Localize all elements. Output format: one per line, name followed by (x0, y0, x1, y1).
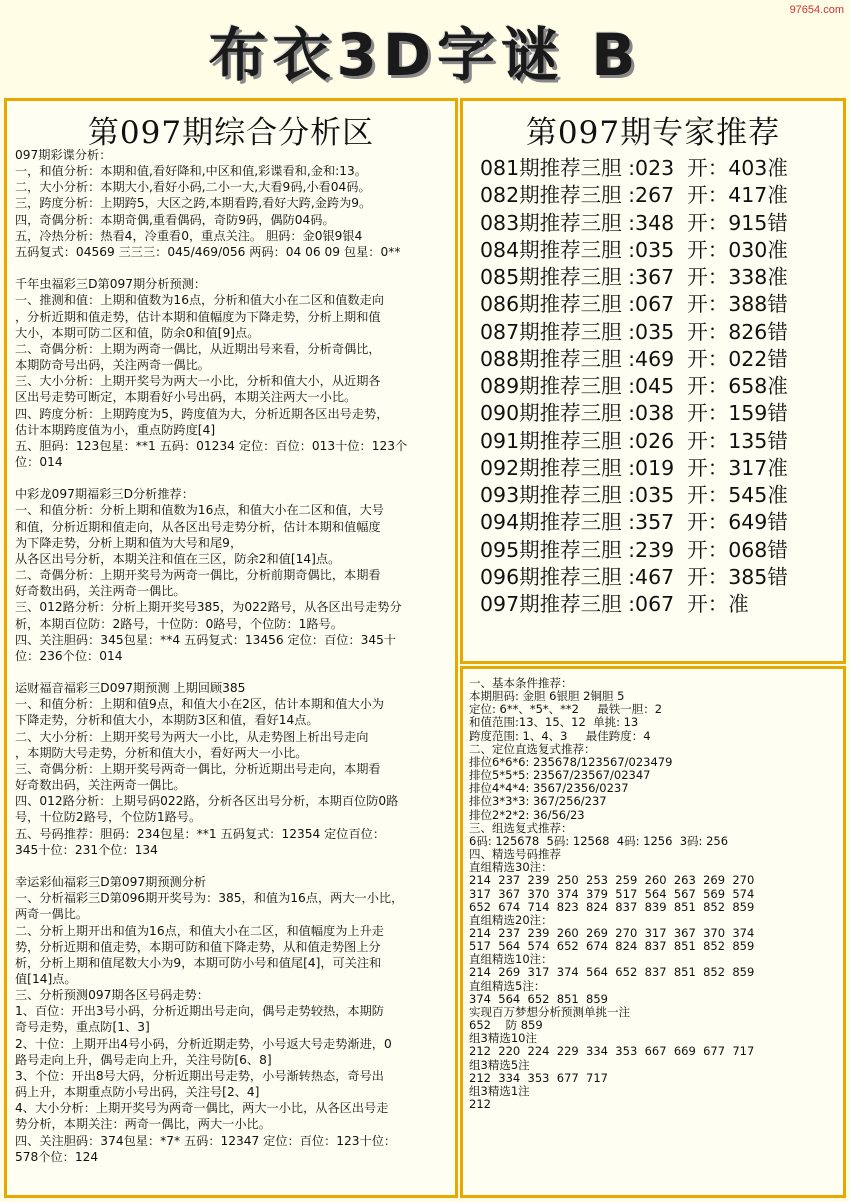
analysis-title: 第097期综合分析区 (87, 115, 375, 151)
analysis-line: 从各区出号分析，本期关注和值在三区，防余2和值[14]点。 (15, 551, 341, 566)
analysis-line (15, 858, 455, 874)
recommend-text (469, 677, 843, 1111)
analysis-line: 一、推测和值：上期和值数为16点，分析和值大小在二区和值数走向 (15, 293, 384, 308)
analysis-line: 三、分析预测097期各区号码走势： (15, 988, 209, 1003)
analysis-line: 二、奇偶分析：上期为两奇一偶比，从近期出号来看，分析奇偶比， (15, 341, 381, 356)
expert-list (480, 155, 840, 618)
analysis-line: 四、012路分析：上期号码022路，分析各区出号分析，本期百位防0路 (15, 794, 399, 809)
analysis-line: 中彩龙097期福彩三D分析推荐： (15, 487, 194, 502)
analysis-line: 345十位：231个位：134 (15, 842, 158, 857)
recommend-line: 212 (469, 1097, 491, 1111)
expert-row: 092期推荐三胆 :019 开：317准 (480, 455, 788, 480)
expert-row: 094期推荐三胆 :357 开：649错 (480, 510, 788, 535)
analysis-line (15, 470, 455, 486)
analysis-line: 五、胆码：123包星：**1 五码：01234 定位：百位：013十位：123个 (15, 438, 408, 453)
analysis-line: 下降走势，分析和值大小，本期防3区和值，看好14点。 (15, 713, 319, 728)
analysis-line: 097期彩谍分析： (15, 148, 112, 162)
recommend-line: 直组精选30注： (469, 860, 553, 875)
banner-title: 布衣3D字谜 B (208, 21, 642, 89)
analysis-line: 四、跨度分析：上期跨度为5，跨度值为大，分析近期各区出号走势， (15, 406, 389, 421)
expert-panel (460, 98, 846, 664)
analysis-line: 4、大小分析：上期开奖号为两奇一偶比，两大一小比，从各区出号走 (15, 1101, 389, 1116)
recommend-line: 374 564 652 851 859 (469, 991, 608, 1006)
analysis-line: 势分析，本期关注：两奇一偶比，两大一小比。 (15, 1117, 271, 1132)
analysis-line: 三、012路分析：分析上期开奖号385，为022路号，从各区出号走势分 (15, 600, 402, 615)
analysis-line: 本期防奇号出码，关注两奇一偶比。 (15, 358, 210, 373)
analysis-line: 两奇一偶比。 (15, 907, 89, 922)
analysis-line: 四、关注胆码：345包星：**4 五码复式：13456 定位：百位：345十 (15, 632, 397, 647)
analysis-line: 区出号走势可断定，本期看好小号出码，本期关注两大一小比。 (15, 390, 357, 405)
recommend-line: 实现百万梦想分析预测单挑一注 (469, 1004, 630, 1019)
expert-row: 088期推荐三胆 :469 开：022错 (480, 346, 788, 371)
recommend-line: 212 220 224 229 334 353 667 669 677 717 (469, 1044, 755, 1059)
analysis-line: 位：014 (15, 454, 63, 469)
recommend-line: 6码: 125678 5码: 12568 4码: 1256 3码: 256 (469, 833, 729, 848)
expert-row: 082期推荐三胆 :267 开：417准 (480, 183, 788, 208)
recommend-line: 组3精选1注 (469, 1083, 530, 1098)
analysis-line: 号，十位防2路号，个位防1路号。 (15, 810, 202, 825)
analysis-line: 一、分析福彩三D第096期开奖号为：385，和值为16点，两大一小比， (15, 891, 404, 906)
analysis-line: 运财福音福彩三D097期预测 上期回顾385 (15, 681, 246, 696)
analysis-line: 为下降走势，分析上期和值为大号和尾9， (15, 535, 243, 550)
analysis-line (15, 260, 455, 276)
expert-row: 085期推荐三胆 :367 开：338准 (480, 265, 788, 289)
expert-row: 081期推荐三胆 :023 开：403准 (480, 156, 788, 180)
recommend-line: 直组精选5注： (469, 978, 546, 993)
analysis-panel (4, 98, 458, 1198)
analysis-line: 五、号码推荐：胆码：234包星：**1 五码复式：12354 定位百位： (15, 826, 386, 841)
analysis-line: 一、和值分析：上期和值9点，和值大小在2区，估计本期和值大小为 (15, 697, 384, 712)
recommend-line: 组3精选5注 (469, 1057, 530, 1072)
recommend-line: 214 237 239 260 269 270 317 367 370 374 (469, 925, 755, 940)
recommend-line: 517 564 574 652 674 824 837 851 852 859 (469, 939, 755, 954)
analysis-line: 一，和值分析：本期和值,看好降和,中区和值,彩谍看和,金和:13。 (15, 164, 367, 179)
recommend-line: 三、组选复式推荐： (469, 820, 573, 835)
analysis-line: 大小，本期可防二区和值，防余0和值[9]点。 (15, 325, 260, 340)
analysis-line: 二，大小分析：本期大小,看好小码,二小一大,大看9码,小看04码。 (15, 180, 371, 195)
expert-row: 096期推荐三胆 :467 开：385错 (480, 564, 788, 589)
recommend-line: 214 237 239 250 253 259 260 263 269 270 (469, 873, 755, 888)
analysis-line: 四，奇偶分析：本期奇偶,重看偶码，奇防9码，偶防04码。 (15, 212, 335, 227)
analysis-line: 1、百位：开出3号小码，分析近期出号走向，偶号走势较热，本期防 (15, 1004, 384, 1019)
analysis-line: 好奇数出码，关注两奇一偶比。 (15, 584, 186, 599)
analysis-line: 和值，分析近期和值走向，从各区出号走势分析，估计本期和值幅度 (15, 519, 381, 534)
analysis-line: 值[14]点。 (15, 971, 77, 986)
recommend-line: 直组精选20注： (469, 912, 553, 927)
analysis-line: 三、奇偶分析：上期开奖号两奇一偶比，分析近期出号走向，本期看 (15, 761, 381, 776)
analysis-line: 五码复式：04569 三三三：045/469/056 两码：04 06 09 包星：0** (15, 244, 401, 259)
analysis-line: 估计本期跨度值为小，重点防跨度[4] (15, 422, 216, 437)
recommend-line: 一、基本条件推荐： (469, 676, 573, 690)
analysis-line: 幸运彩仙福彩三D第097期预测分析 (15, 875, 207, 890)
analysis-line (15, 664, 455, 680)
analysis-line: 三、大小分析：上期开奖号为两大一小比，分析和值大小，从近期各 (15, 374, 381, 389)
recommend-line: 组3精选10注 (469, 1031, 537, 1046)
recommend-line: 直组精选10注： (469, 952, 553, 967)
recommend-line: 排位3*3*3: 367/256/237 (469, 794, 607, 809)
expert-row: 087期推荐三胆 :035 开：826错 (480, 319, 788, 344)
analysis-line: 四、关注胆码：374包星：*7* 五码：12347 定位：百位：123十位： (15, 1133, 397, 1148)
expert-row: 090期推荐三胆 :038 开：159错 (480, 401, 788, 426)
recommend-line: 317 367 370 374 379 517 564 567 569 574 (469, 886, 755, 901)
analysis-line: 三，跨度分析：上期跨5，大区之跨,本期看跨,看好大跨,金跨为9。 (15, 196, 372, 211)
expert-row: 089期推荐三胆 :045 开：658准 (480, 374, 788, 398)
recommend-line: 排位5*5*5: 23567/23567/02347 (469, 768, 651, 783)
analysis-line: 2、十位：上期开出4号小码，分析近期走势，小号返大号走势渐进，0 (15, 1036, 392, 1051)
expert-row: 095期推荐三胆 :239 开：068错 (480, 537, 788, 562)
recommend-line: 214 269 317 374 564 652 837 851 852 859 (469, 965, 755, 980)
recommend-line: 排位2*2*2: 36/56/23 (469, 807, 585, 822)
analysis-line: 578个位：124 (15, 1149, 99, 1164)
recommend-line: 212 334 353 677 717 (469, 1070, 608, 1085)
analysis-line: 二、分析上期开出和值为16点，和值大小在二区，和值幅度为上升走 (15, 923, 384, 938)
analysis-line: 析，本期百位防：2路号，十位防：0路号，个位防：1路号。 (15, 616, 343, 631)
analysis-line: 码上升，本期重点防小号出码，关注号[2、4] (15, 1085, 260, 1100)
expert-row: 083期推荐三胆 :348 开：915错 (480, 210, 788, 235)
analysis-line: 五，冷热分析：热看4，冷重看0，重点关注。 胆码：金0银9银4 (15, 228, 363, 243)
analysis-line: 路号走向上升，偶号走向上升，关注号防[6、8] (15, 1052, 272, 1067)
analysis-line: 好奇数出码，关注两奇一偶比。 (15, 778, 186, 793)
expert-title: 第097期专家推荐 (525, 115, 781, 151)
recommend-line: 和值范围:13、15、12 单挑: 13 (469, 715, 639, 730)
analysis-line: 势，分析近期和值走势，本期可防和值下降走势，从和值走势图上分 (15, 939, 381, 954)
recommend-line: 四、精选号码推荐 (469, 847, 561, 862)
recommend-line: 排位6*6*6: 235678/123567/023479 (469, 754, 673, 769)
watermark: 97654.com (789, 4, 844, 16)
recommend-line: 排位4*4*4: 3567/2356/0237 (469, 781, 629, 796)
analysis-line: 千年虫福彩三D第097期分析预测： (15, 277, 207, 292)
recommend-panel (460, 666, 846, 1198)
recommend-line: 652 674 714 823 824 837 839 851 852 859 (469, 899, 755, 914)
expert-row: 091期推荐三胆 :026 开：135错 (480, 428, 788, 453)
expert-row: 086期推荐三胆 :067 开：388错 (480, 292, 788, 317)
recommend-line: 二、定位直选复式推荐： (469, 741, 596, 756)
recommend-line: 652 防 859 (469, 1018, 543, 1033)
analysis-line: 位：236个位：014 (15, 648, 123, 663)
analysis-line: 一、和值分析：分析上期和值数为16点，和值大小在二区和值，大号 (15, 503, 384, 518)
analysis-line: ，本期防大号走势，分析和值大小，看好两大一小比。 (15, 745, 308, 760)
analysis-line: 奇号走势，重点防[1、3] (15, 1020, 150, 1035)
analysis-line: ，分析近期和值走势，估计本期和值幅度为下降走势，分析上期和值 (15, 309, 381, 324)
recommend-line: 本期胆码: 金胆 6银胆 2铜胆 5 (469, 689, 625, 704)
expert-row: 097期推荐三胆 :067 开：准 (480, 592, 749, 616)
recommend-line: 定位: 6**、*5*、**2 最铁一胆：2 (469, 702, 663, 717)
analysis-line: 3、个位：开出8号大码，分析近期出号走势，小号渐转热态，奇号出 (15, 1068, 384, 1083)
analysis-line: 析，分析上期和值尾数大小为9，本期可防小号和值尾[4]，可关注和 (15, 955, 382, 970)
expert-row: 093期推荐三胆 :035 开：545准 (480, 483, 788, 507)
analysis-text (15, 147, 455, 1165)
expert-row: 084期推荐三胆 :035 开：030准 (480, 237, 788, 262)
analysis-line: 二、奇偶分析：上期开奖号为两奇一偶比，分析前期奇偶比，本期看 (15, 568, 381, 583)
recommend-line: 跨度范围: 1、4、3 最佳跨度：4 (469, 728, 651, 743)
analysis-line: 二、大小分析：上期开奖号为两大一小比，从走势图上析出号走向 (15, 729, 369, 744)
